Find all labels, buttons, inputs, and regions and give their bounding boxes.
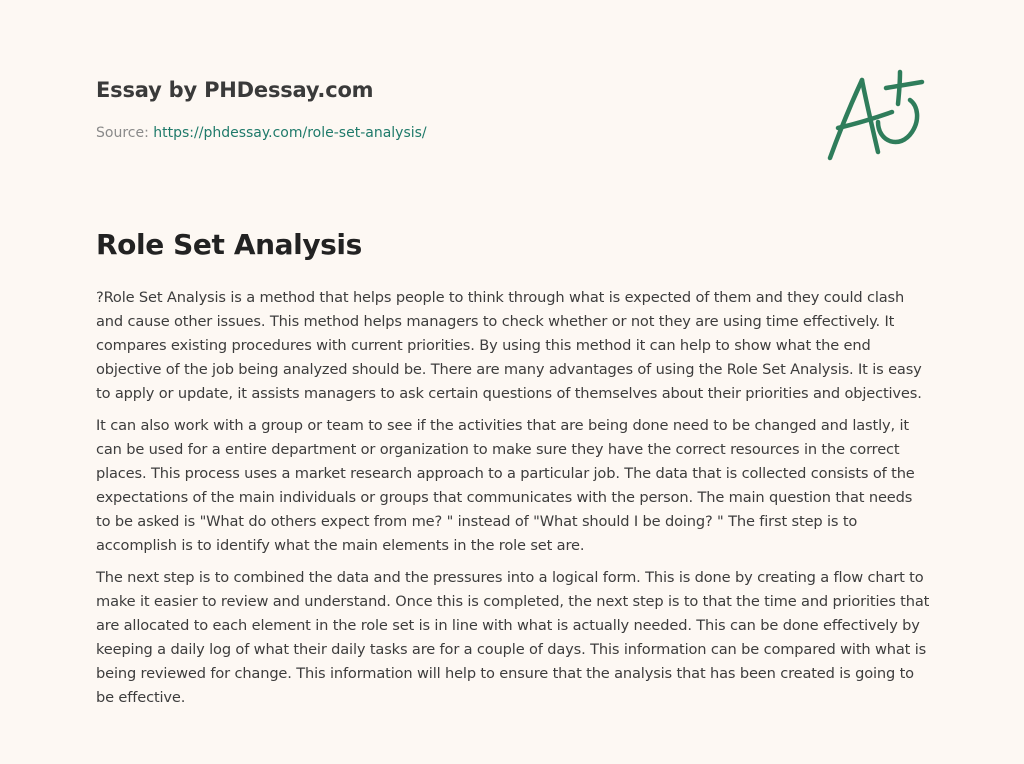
a-plus-grade-icon (820, 66, 930, 166)
source-link[interactable]: https://phdessay.com/role-set-analysis/ (153, 125, 427, 141)
site-title: Essay by PHDessay.com (96, 78, 374, 102)
page-header (96, 76, 796, 143)
source-line (96, 123, 796, 143)
article-paragraph: ?Role Set Analysis is a method that helps people to think through what is expected of them and they could clash and cause other issues. This method helps managers to check whether or not they are using time effectively. It compares existing procedures with current priorities. By using this method it can help to show what the end objective of the job being analyzed should be. There are many advantages of using the Role Set Analysis. It is easy to apply or update, it assists managers to ask certain questions of themselves about their priorities and objectives. (96, 289, 922, 402)
article (96, 226, 930, 718)
article-paragraph: It can also work with a group or team to see if the activities that are being done need to be changed and lastly, it can be used for a entire department or organization to make sure they have the correct resources in the correct places. This process uses a market research approach to a particular job. The data that is collected consists of the expectations of the main individuals or groups that communicates with the person. The main question that needs to be asked is "What do others expect from me? " instead of "What should I be doing? " The first step is to accomplish is to identify what the main elements in the role set are. (96, 417, 915, 554)
article-paragraph: The next step is to combined the data and the pressures into a logical form. This is done by creating a flow chart to make it easier to review and understand. Once this is completed, the next step is to that the time and priorities that are allocated to each element in the role set is in line with what is actually needed. This can be done effectively by keeping a daily log of what their daily tasks are for a couple of days. This information can be compared with what is being reviewed for change. This information will help to ensure that the analysis that has been created is going to be effective. (96, 569, 930, 706)
source-label: Source: (96, 125, 149, 141)
article-title: Role Set Analysis (96, 228, 362, 261)
